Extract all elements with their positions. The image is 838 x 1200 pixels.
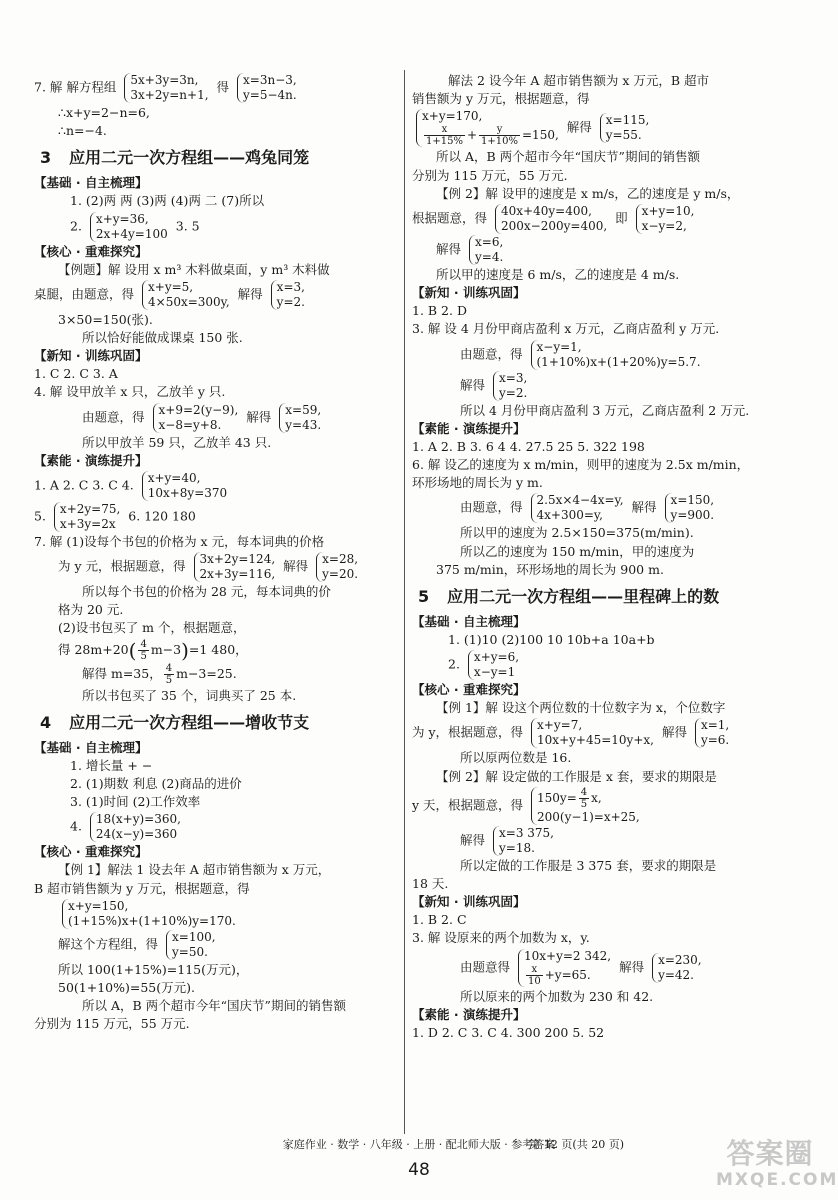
text-line: 1. (1)10 (2)100 10 10b+a 10a+b (448, 632, 655, 648)
text-line: 50(1+10%)=55(万元). (58, 980, 195, 996)
answer-line: 2. x+y=6, x−y=1 (448, 650, 520, 680)
text-line: 所以 A，B 两个超市今年“国庆节”期间的销售额 (82, 998, 346, 1014)
text-line: 所以恰好能做成课桌 150 张. (82, 330, 243, 346)
section-heading: 【新知 · 训练巩固】 (412, 285, 526, 301)
text-line: 所以甲的速度是 6 m/s，乙的速度是 4 m/s. (436, 267, 680, 283)
solution-system: x=3, y=2. (271, 280, 305, 310)
solution-system: x=100, y=50. (166, 930, 216, 960)
text-line: 所以 100(1+15%)=115(万元)， (58, 961, 249, 977)
q7-solution-line (34, 73, 402, 103)
section-heading: 【素能 · 演练提升】 (412, 420, 526, 436)
section-heading: 【新知 · 训练巩固】 (412, 894, 526, 910)
equation-system: x+9=2(y−9), x−8=y+8. (153, 403, 239, 433)
equation-system: x+y=170, $\frac{x}{1+15\%}$ + $\frac{y}{1+10\%}$ =150, (416, 109, 559, 147)
left-column (34, 72, 402, 1034)
section-heading: 【基础 · 自主梳理】 (34, 175, 148, 191)
watermark-logo: 答案圈 MXQE.COM (716, 1137, 838, 1190)
answer-line: 为 y 元，根据题意，得 3x+2y=124, 2x+3y=116, 解得 x=28, y=20. (58, 552, 359, 582)
text-line: 18 天. (412, 876, 449, 892)
answer-line: 由题意，得 2.5x×4−4x=y, 4x+300=y, 解得 x=150, y=900. (460, 493, 715, 523)
answer-line: 2. x+y=36, 2x+4y=100 3. 5 (70, 211, 200, 241)
q7-label: 7. 解 解方程组 (34, 79, 117, 95)
text-line: 3. (1)时间 (2)工作效率 (70, 794, 201, 810)
text-line: 1. D 2. C 3. C 4. 300 200 5. 52 (412, 1024, 605, 1040)
answer-line: 由题意，得 x+9=2(y−9), x−8=y+8. 解得 x=59, y=43. (82, 402, 322, 432)
text-line: 【例 1】解 设这个两位数的十位数字为 x，个位数字 (436, 700, 726, 716)
answer-line: 解得 x=3, y=2. (460, 370, 528, 400)
text-line: 1. (2)两 两 (3)两 (4)两 二 (7)所以 (70, 193, 265, 209)
section-heading: 【核心 · 重难探究】 (34, 243, 148, 259)
text-line: 【例 1】解法 1 设去年 A 超市销售额为 x 万元， (58, 862, 331, 878)
solution-system: x=150, y=900. (665, 493, 715, 523)
solution-system: x=115, y=55. (600, 113, 650, 143)
section-heading: 【核心 · 重难探究】 (34, 844, 148, 860)
fraction: $\frac{y}{1+10\%}$ (481, 124, 518, 148)
solution-system: x=6, y=4. (469, 235, 503, 265)
solution-system: x=3, y=2. (493, 371, 527, 401)
section-3-title: 3 应用二元一次方程组——鸡兔同笼 (40, 148, 310, 168)
solution-system: x=3n−3, y=5−4n. (237, 73, 297, 103)
text-line: 所以乙的速度为 150 m/min，甲的速度为 (460, 543, 695, 559)
fraction: $\frac{4}{5}$ (580, 786, 588, 810)
answer-line: 由题意得 10x+y=2 342, $\frac{x}{10}$ +y=65. 解得 x=230, y=42. (460, 948, 702, 987)
solution-system: x=59, y=43. (279, 403, 321, 433)
answer-line: 根据题意，得 40x+40y=400, 200x−200y=400, 即 x+y=10, x−y=2, (412, 204, 695, 234)
equation-system: x+y=10, x−y=2, (636, 204, 695, 234)
text-line: 所以甲放羊 59 只，乙放羊 43 只. (82, 434, 272, 450)
answer-line: 解这个方程组，得 x=100, y=50. (58, 929, 216, 959)
text-line: 1. C 2. C 3. A (34, 366, 118, 382)
formula-line: 解得 m=35， $\frac{4}{5}$ m−3=25. (82, 662, 237, 686)
equation-system: x−y=1, (1+10%)x+(1+20%)y=5.7. (531, 340, 701, 370)
section-5-title: 5 应用二元一次方程组——里程碑上的数 (418, 587, 720, 607)
text-line: 格为 20 元. (58, 602, 124, 618)
text-line: 所以 A，B 两个超市今年“国庆节”期间的销售额 (436, 149, 700, 165)
footer-text: 家庭作业 · 数学 · 八年级 · 上册 · 配北师大版 · 参考答案 (282, 1138, 556, 1151)
text-line: 1. A 2. B 3. 6 4 4. 27.5 25 5. 322 198 (412, 438, 645, 454)
text-line: (2)设书包买了 m 个，根据题意， (58, 620, 246, 636)
fraction: $\frac{x}{1+15\%}$ (426, 124, 463, 148)
equation-system: 3x+2y=124, 2x+3y=116, (194, 552, 276, 582)
equation-system: x+y=150, (1+15%)x+(1+10%)y=170. (62, 899, 236, 929)
answer-line: x+y=170, $\frac{x}{1+15\%}$ + $\frac{y}{1+10\%}$ =150, 解得 x=115, y=55. (412, 109, 808, 147)
fraction: $\frac{4}{5}$ (140, 638, 147, 662)
section-heading: 【核心 · 重难探究】 (412, 682, 526, 698)
answer-line: 1. A 2. C 3. C 4. x+y=40, 10x+8y=370 (34, 470, 228, 500)
answer-line: y 天，根据题意，得 150y= $\frac{4}{5}$ x, 200(y−1)=x+25, (412, 786, 640, 824)
solution-system: x=230, y=42. (652, 953, 702, 983)
formula-line: 得 28m+20( $\frac{4}{5}$ m−3)=1 480， (58, 638, 248, 663)
answer-line: 解得 x=6, y=4. (436, 235, 504, 265)
equation-system: x+2y=75, x+3y=2x (54, 502, 120, 532)
text-line: 所以甲的速度为 2.5×150=375(m/min). (460, 525, 694, 541)
text-line: 【例 2】解 设定做的工作服是 x 套，要求的期限是 (436, 768, 717, 784)
page-number: 48 (408, 1160, 430, 1180)
equation-system: 40x+40y=400, 200x−200y=400, (495, 204, 607, 234)
equation-system: x+y=7, 10x+y+45=10y+x, (531, 718, 654, 748)
solution-system: x=1, y=6. (695, 718, 729, 748)
text-line: 6. 解 设乙的速度为 x m/min，则甲的速度为 2.5x m/min， (412, 457, 750, 473)
answer-line: 由题意，得 x−y=1, (1+10%)x+(1+20%)y=5.7. (460, 339, 701, 369)
text-line: 分别为 115 万元，55 万元. (34, 1016, 190, 1032)
text-line: 1. B 2. D (412, 303, 467, 319)
text-line: 所以 4 月份甲商店盈利 3 万元，乙商店盈利 2 万元. (460, 402, 750, 418)
text-line: ∴n=−4. (58, 123, 107, 139)
page-footer (0, 1138, 838, 1152)
text-line: 3×50=150(张). (58, 311, 153, 327)
answer-line (34, 899, 402, 929)
answer-line: 桌腿，由题意，得 x+y=5, 4×50x=300y, 解得 x=3, y=2. (34, 279, 305, 309)
section-heading: 【素能 · 演练提升】 (412, 1006, 526, 1022)
text-line: 分别为 115 万元，55 万元. (412, 167, 568, 183)
equation-system: 5x+3y=3n, 3x+2y=n+1, (124, 73, 208, 103)
text-line: 375 m/min，环形场地的周长为 900 m. (436, 561, 664, 577)
section-heading: 【新知 · 训练巩固】 (34, 348, 148, 364)
equation-system: x+y=5, 4×50x=300y, (142, 280, 230, 310)
answer-line: 解得 x=3 375, y=18. (460, 825, 554, 855)
text-line: 3. 解 设 4 月份甲商店盈利 x 万元，乙商店盈利 y 万元. (412, 321, 720, 337)
solution-system: x=3 375, y=18. (493, 826, 554, 856)
section-heading: 【基础 · 自主梳理】 (34, 739, 148, 755)
fraction: $\frac{4}{5}$ (165, 662, 173, 686)
text-line: 7. 解 (1)设每个书包的价格为 x 元，每本词典的价格 (34, 533, 325, 549)
equation-system: 18(x+y)=360, 24(x−y)=360 (90, 812, 181, 842)
equation-system: 2.5x×4−4x=y, 4x+300=y, (531, 493, 624, 523)
text-line: 解法 2 设今年 A 超市销售额为 x 万元，B 超市 (448, 73, 710, 88)
text-line: 所以每个书包的价格为 28 元，每本词典的价 (82, 584, 331, 600)
equation-system: 10x+y=2 342, $\frac{x}{10}$ +y=65. (518, 949, 611, 987)
text-line: 1. B 2. C (412, 912, 467, 928)
section-heading: 【素能 · 演练提升】 (34, 452, 148, 468)
q7-mid-text: 得 (216, 79, 230, 95)
equation-system: 150y= $\frac{4}{5}$ x, 200(y−1)=x+25, (531, 787, 640, 825)
text-line: 所以原两位数是 16. (460, 750, 572, 766)
text-line: 【例 2】解 设甲的速度是 x m/s，乙的速度是 y m/s， (436, 185, 740, 201)
answer-line: 5. x+2y=75, x+3y=2x 6. 120 180 (34, 501, 196, 531)
column-divider (404, 70, 405, 1134)
right-column (412, 72, 808, 1042)
text-line: 所以定做的工作服是 3 375 套，要求的期限是 (460, 857, 717, 873)
equation-system: x+y=6, x−y=1 (468, 650, 519, 680)
text-line: 4. 解 设甲放羊 x 只，乙放羊 y 只. (34, 384, 226, 400)
text-line: 1. 增长量 + − (70, 757, 153, 773)
section-heading: 【基础 · 自主梳理】 (412, 614, 526, 630)
solution-system: x=28, y=20. (316, 552, 358, 582)
text-line: 所以原来的两个加数为 230 和 42. (460, 988, 654, 1004)
footer-page-info: 第 12 页(共 20 页) (529, 1138, 624, 1151)
equation-system: x+y=40, 10x+8y=370 (142, 471, 227, 501)
section-4-title: 4 应用二元一次方程组——增收节支 (40, 712, 310, 732)
text-line: B 超市销售额为 y 万元，根据题意，得 (34, 880, 250, 896)
text-line: 2. (1)期数 利息 (2)商品的进价 (70, 776, 242, 792)
text-line: 【例题】解 设用 x m³ 木料做桌面，y m³ 木料做 (58, 261, 330, 277)
equation-system: x+y=36, 2x+4y=100 (90, 212, 168, 242)
text-line: ∴x+y=2−n=6, (58, 105, 150, 120)
answer-line: 为 y，根据题意，得 x+y=7, 10x+y+45=10y+x, 解得 x=1, y=6. (412, 718, 730, 748)
text-line: 所以书包买了 35 个，词典买了 25 本. (82, 687, 297, 703)
text-line: 销售额为 y 万元，根据题意，得 (412, 91, 590, 107)
text-line: 环形场地的周长为 y m. (412, 475, 543, 491)
fraction: $\frac{x}{10}$ (528, 963, 541, 987)
answer-line: 4. 18(x+y)=360, 24(x−y)=360 (70, 812, 181, 842)
text-line: 3. 解 设原来的两个加数为 x，y. (412, 930, 590, 946)
